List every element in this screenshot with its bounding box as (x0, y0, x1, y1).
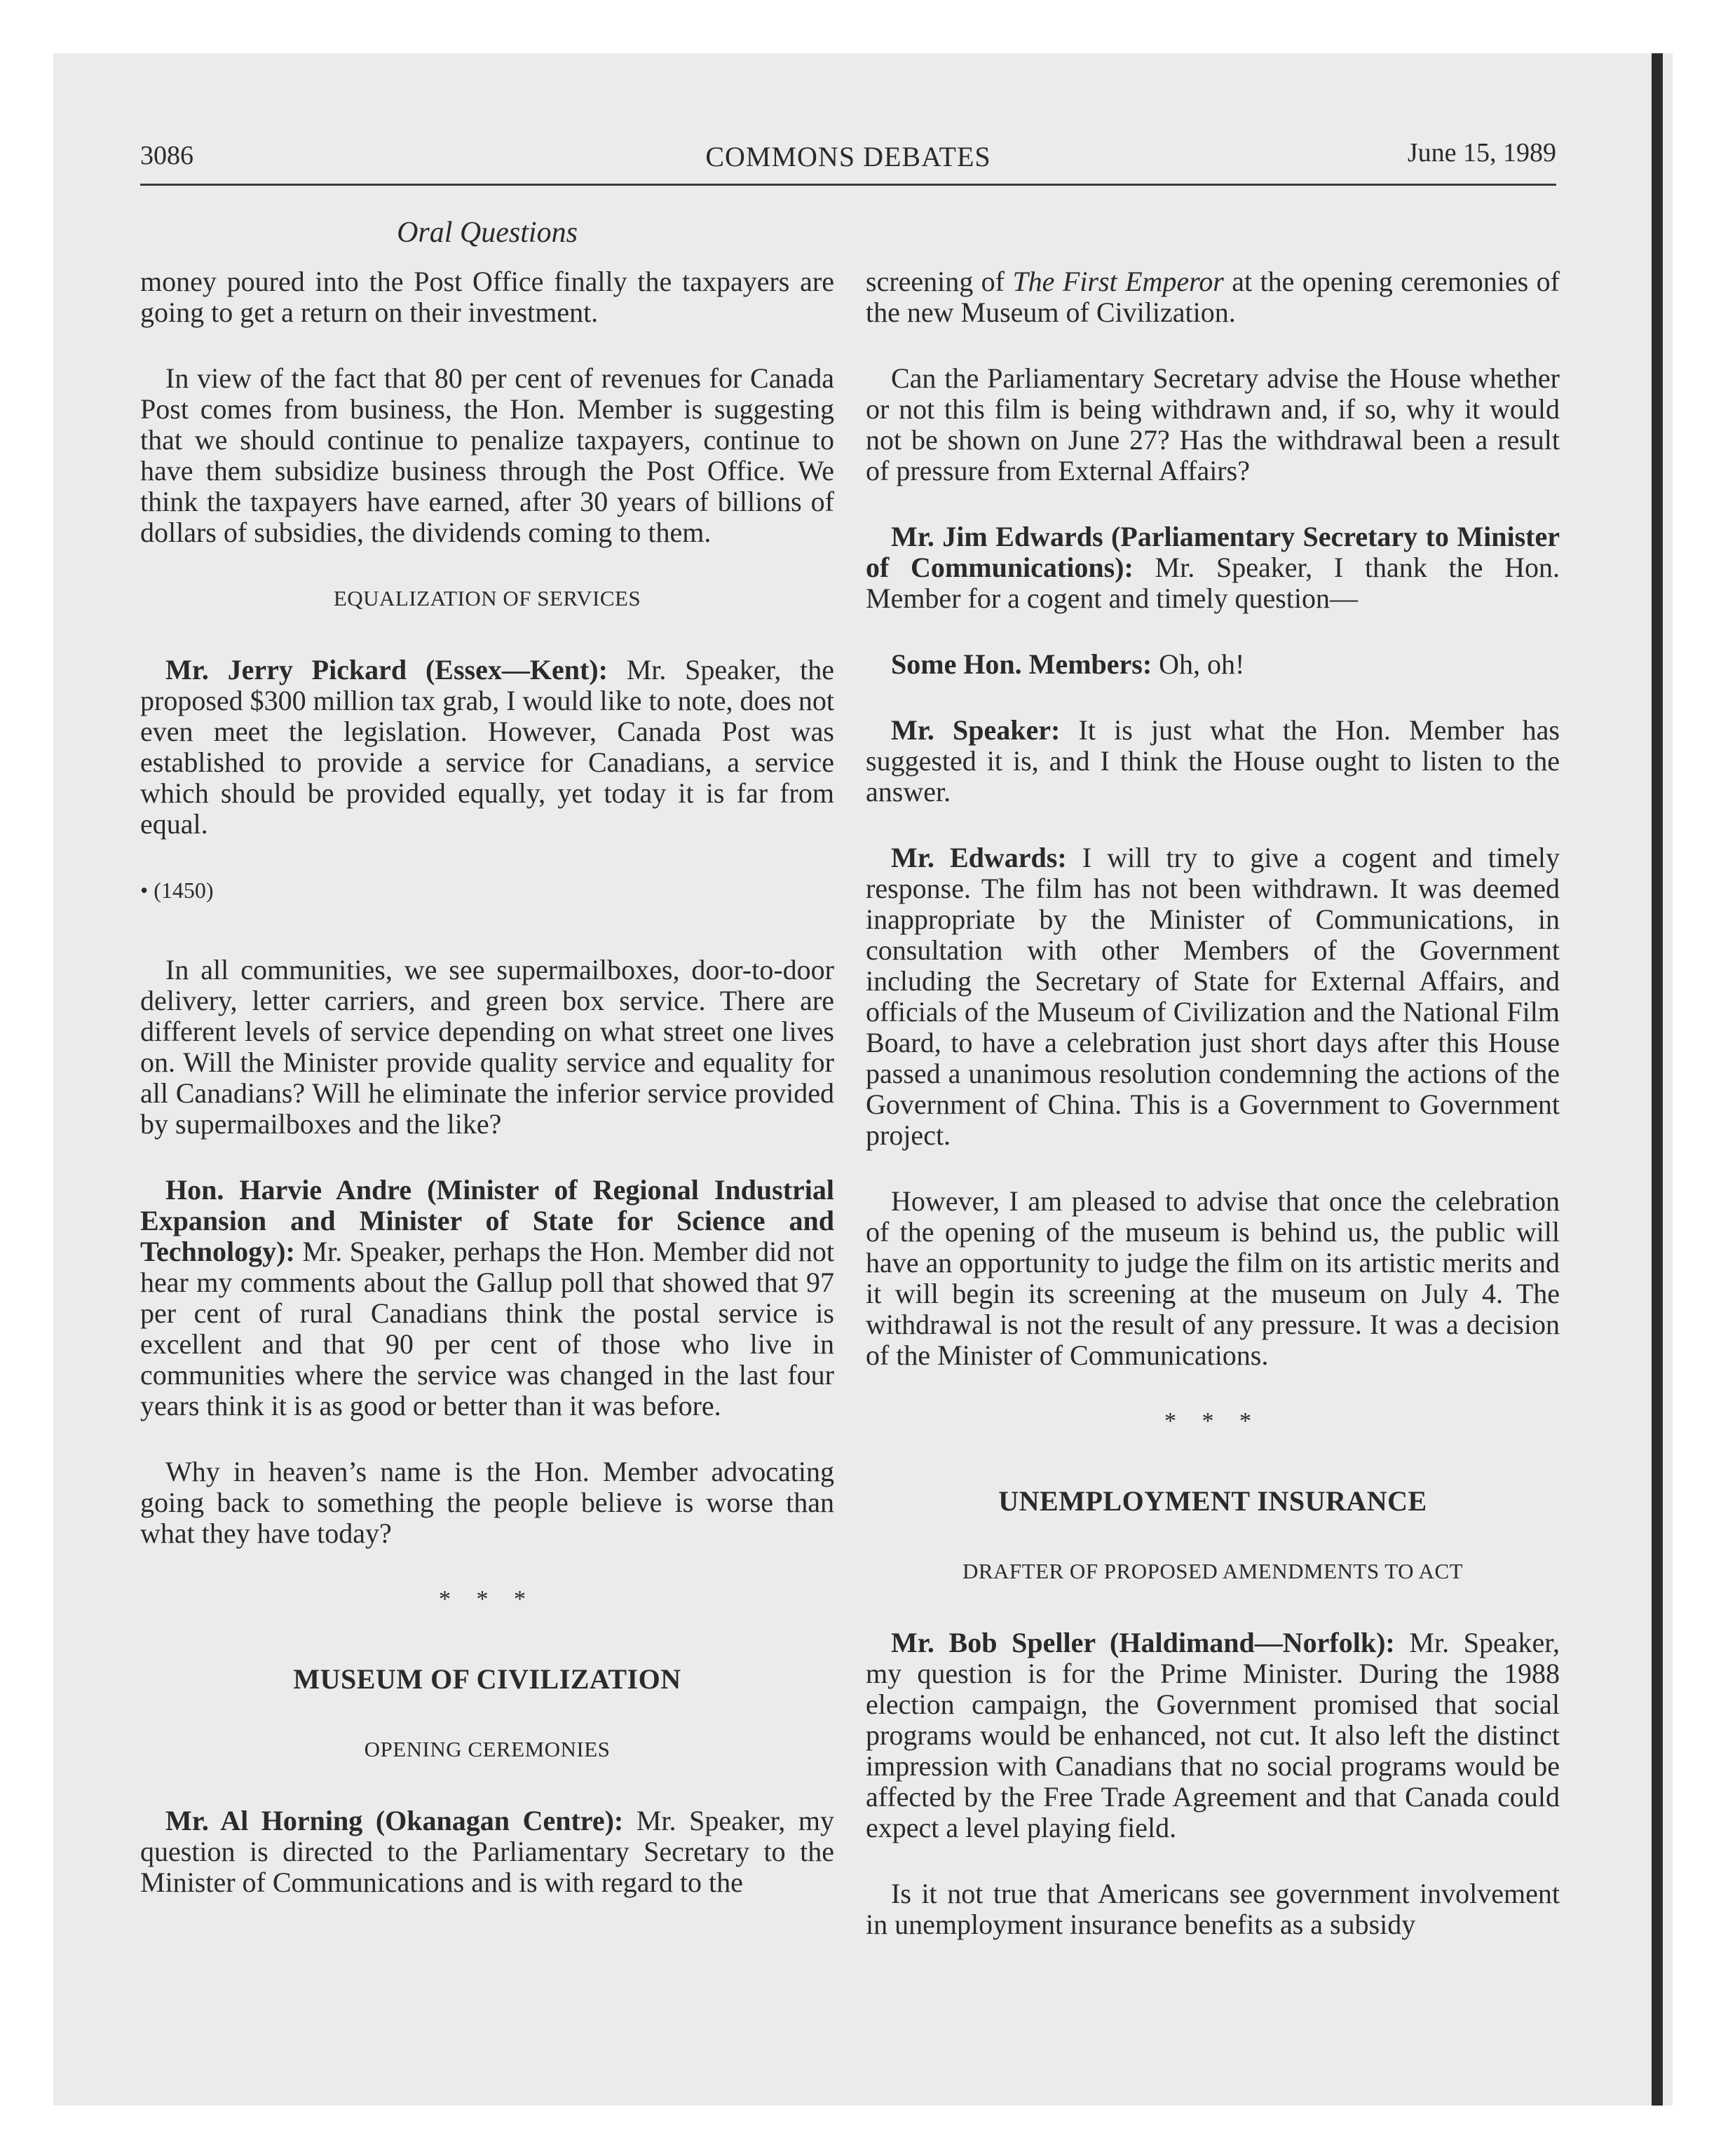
speaker-name: Mr. Al Horning (Okanagan Centre): (165, 1805, 624, 1836)
speaker-name: Mr. Jim Edwards (Parliamentary Secretary to Minister of Communications): (866, 521, 1560, 583)
left-column (140, 266, 834, 1933)
publication-date: June 15, 1989 (1407, 138, 1556, 168)
paragraph (866, 521, 1560, 614)
speaker-name: Some Hon. Members: (891, 648, 1152, 680)
speech-text: Oh, oh! (1152, 648, 1245, 680)
section-heading: UNEMPLOYMENT INSURANCE (998, 1485, 1427, 1517)
speaker-name: Hon. Harvie Andre (Minister of Regional Industrial Expansion and Minister of State for Science and Technology): (140, 1174, 834, 1267)
speech-text: I will try to give a cogent and timely response. The film has not been withdrawn. It was deemed inappropriate by the Minister of Communications, in consultation with other Members of the Government including the Secretary of State for External Affairs, and officials of the Museum of Civilization and the National Film Board, to have a celebration just short days after this House passed a unanimous resolution condemning the actions of the Government of China. This is a Government to Government project. (866, 842, 1560, 1151)
scan-edge-bar (1652, 53, 1663, 2106)
paragraph: Is it not true that Americans see government involvement in unemployment insurance benefits as a subsidy (866, 1878, 1560, 1940)
speech-text: Mr. Speaker, my question is for the Prime Minister. During the 1988 election campaign, the Government promised that social programs would be enhanced, not cut. It also left the distinct impression with Canadians that no social programs would be affected by the Free Trade Agreement and that Canada could expect a level playing field. (866, 1627, 1560, 1843)
speech-text: at the opening ceremonies of the new Museum of Civilization. (866, 266, 1560, 328)
paragraph (866, 715, 1560, 807)
paragraph (866, 649, 1560, 680)
sub-heading: EQUALIZATION OF SERVICES (333, 586, 641, 610)
speech-text: Mr. Speaker, I thank the Hon. Member for a cogent and timely question— (866, 552, 1560, 614)
paragraph (140, 1175, 834, 1421)
right-column (866, 266, 1560, 1975)
paragraph (140, 1806, 834, 1898)
publication-title: COMMONS DEBATES (705, 141, 991, 172)
page-number: 3086 (140, 141, 193, 170)
speaker-name: Mr. Speaker: (891, 714, 1061, 746)
page-header (140, 137, 1556, 186)
section-label: Oral Questions (397, 217, 578, 249)
speech-text: Mr. Speaker, perhaps the Hon. Member did not hear my comments about the Gallup poll that showed that 97 per cent of rural Canadians think the postal service is excellent and that 90 per cent of those who live in communities where the service was changed in the last four years think it is as good or better than it was before. (140, 1236, 834, 1421)
time-marker: • (1450) (140, 878, 214, 903)
speaker-name: Mr. Jerry Pickard (Essex—Kent): (165, 654, 608, 685)
film-title: The First Emperor (1012, 266, 1224, 297)
speech-text: screening of (866, 266, 1013, 297)
section-separator: * * * (439, 1586, 536, 1612)
section-separator: * * * (1164, 1408, 1261, 1434)
paragraph: However, I am pleased to advise that once the celebration of the opening of the museum is behind us, the public will have an opportunity to judge the film on its artistic merits and it will begin its screening at the museum on July 4. The withdrawal is not the result of any pressure. It was a decision of the Minister of Communications. (866, 1185, 1560, 1371)
sub-heading: OPENING CEREMONIES (364, 1737, 611, 1761)
speech-text: It is just what the Hon. Member has suggested it is, and I think the House ought to listen to the answer. (866, 714, 1560, 807)
paragraph: money poured into the Post Office finally the taxpayers are going to get a return on their investment. (140, 266, 834, 328)
paragraph: In view of the fact that 80 per cent of revenues for Canada Post comes from business, the Hon. Member is suggesting that we should continue to penalize taxpayers, continue to have them subsidize business through the Post Office. We think the taxpayers have earned, after 30 years of billions of dollars of subsidies, the dividends coming to them. (140, 362, 834, 548)
paragraph (866, 266, 1560, 328)
paragraph: Can the Parliamentary Secretary advise the House whether or not this film is being withdrawn and, if so, why it would not be shown on June 27? Has the withdrawal been a result of pressure from External Affairs? (866, 362, 1560, 486)
speaker-name: Mr. Edwards: (891, 842, 1067, 873)
paragraph: In all communities, we see supermailboxes, door-to-door delivery, letter carriers, and green box service. There are different levels of service depending on what street one lives on. Will the Minister provide quality service and equality for all Canadians? Will he eliminate the inferior service provided by supermailboxes and the like? (140, 954, 834, 1140)
paragraph (140, 655, 834, 840)
speech-text: Mr. Speaker, my question is directed to the Parliamentary Secretary to the Minister of Communications and is with regard to the (140, 1805, 834, 1898)
paragraph: Why in heaven’s name is the Hon. Member advocating going back to something the people believe is worse than what they have today? (140, 1456, 834, 1549)
speech-text: Mr. Speaker, the proposed $300 million tax grab, I would like to note, does not even meet the legislation. However, Canada Post was established to provide a service for Canadians, a service which should be provided equally, yet today it is far from equal. (140, 654, 835, 840)
paragraph (866, 842, 1560, 1151)
speaker-name: Mr. Bob Speller (Haldimand—Norfolk): (891, 1627, 1395, 1658)
paragraph (866, 1628, 1560, 1843)
sub-heading: DRAFTER OF PROPOSED AMENDMENTS TO ACT (962, 1559, 1464, 1583)
section-heading: MUSEUM OF CIVILIZATION (293, 1663, 681, 1695)
